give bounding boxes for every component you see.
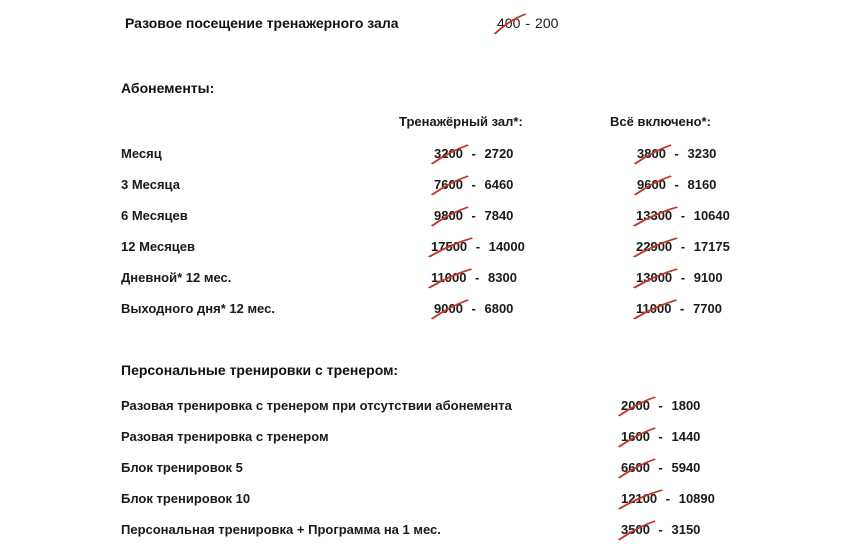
gym-price: 9800 - 7840 (434, 208, 513, 223)
all-inclusive-new-price: 7700 (693, 301, 722, 316)
gym-new-price: 6460 (484, 177, 514, 192)
all-inclusive-price: 9600 - 8160 (637, 177, 716, 192)
personal-new-price: 5940 (671, 460, 701, 475)
subscription-row-label: 12 Месяцев (121, 239, 195, 254)
gym-price: 7600 - 6460 (434, 177, 513, 192)
all-inclusive-new-price: 9100 (693, 270, 723, 285)
all-inclusive-new-price: 3230 (687, 146, 717, 161)
all-inclusive-price: 13300 - 10640 (636, 208, 730, 223)
gym-price: 17500 - 14000 (431, 239, 525, 254)
all-inclusive-price: 11000 - 7700 (636, 301, 722, 316)
personal-price: 3500 - 3150 (621, 522, 700, 537)
gym-new-price: 2720 (484, 146, 514, 161)
personal-old-price: 1600 (621, 429, 650, 444)
all-inclusive-old-price: 11000 (636, 301, 671, 316)
gym-price: 9000 - 6800 (434, 301, 513, 316)
personal-new-price: 1440 (671, 429, 701, 444)
gym-old-price: 9000 (434, 301, 463, 316)
personal-row-label: Персональная тренировка + Программа на 1 мес. (121, 522, 441, 537)
personal-new-price: 10890 (678, 491, 715, 506)
gym-price: 11000 - 8300 (431, 270, 517, 285)
gym-new-price: 7840 (484, 208, 514, 223)
personal-new-price: 3150 (671, 522, 701, 537)
gym-old-price: 11000 (431, 270, 466, 285)
gym-price: 3200 - 2720 (434, 146, 513, 161)
all-inclusive-price: 3800 - 3230 (637, 146, 716, 161)
all-inclusive-price: 13000 - 9100 (636, 270, 723, 285)
single-visit-label: Разовое посещение тренажерного зала (125, 15, 399, 31)
personal-price: 2000 - 1800 (621, 398, 700, 413)
all-inclusive-new-price: 17175 (693, 239, 730, 254)
all-inclusive-old-price: 22900 (636, 239, 672, 254)
subscription-row-label: 3 Месяца (121, 177, 180, 192)
gym-new-price: 6800 (484, 301, 514, 316)
gym-old-price: 17500 (431, 239, 467, 254)
personal-old-price: 3500 (621, 522, 650, 537)
personal-price: 6600 - 5940 (621, 460, 700, 475)
personal-row-label: Разовая тренировка с тренером при отсутствии абонемента (121, 398, 512, 413)
personal-row-label: Блок тренировок 10 (121, 491, 251, 506)
personal-price: 1600 - 1440 (621, 429, 700, 444)
gym-old-price: 9800 (434, 208, 463, 223)
all-inclusive-old-price: 9600 (637, 177, 666, 192)
personal-heading: Персональные тренировки с тренером: (121, 362, 399, 378)
gym-old-price: 3200 (434, 146, 463, 161)
personal-old-price: 12100 (621, 491, 657, 506)
single-visit-price: 400 - 200 (497, 15, 558, 31)
subscription-row-label: 6 Месяцев (121, 208, 188, 223)
personal-new-price: 1800 (671, 398, 701, 413)
all-inclusive-old-price: 3800 (637, 146, 666, 161)
personal-price: 12100 - 10890 (621, 491, 715, 506)
column-header-gym: Тренажёрный зал*: (399, 114, 523, 129)
subscription-row-label: Месяц (121, 146, 162, 161)
subscriptions-heading: Абонементы: (121, 80, 215, 96)
single-visit-new-price: 200 (535, 15, 559, 31)
single-visit-old-price: 400 (497, 15, 520, 31)
all-inclusive-new-price: 10640 (693, 208, 730, 223)
all-inclusive-old-price: 13300 (636, 208, 672, 223)
gym-new-price: 14000 (488, 239, 525, 254)
gym-old-price: 7600 (434, 177, 463, 192)
personal-row-label: Блок тренировок 5 (121, 460, 243, 475)
all-inclusive-price: 22900 - 17175 (636, 239, 730, 254)
gym-new-price: 8300 (488, 270, 517, 285)
subscription-row-label: Дневной* 12 мес. (121, 270, 232, 285)
all-inclusive-old-price: 13000 (636, 270, 672, 285)
subscription-row-label: Выходного дня* 12 мес. (121, 301, 275, 316)
personal-row-label: Разовая тренировка с тренером (121, 429, 329, 444)
personal-old-price: 6600 (621, 460, 650, 475)
all-inclusive-new-price: 8160 (687, 177, 717, 192)
personal-old-price: 2000 (621, 398, 650, 413)
column-header-all-inclusive: Всё включено*: (610, 114, 711, 129)
